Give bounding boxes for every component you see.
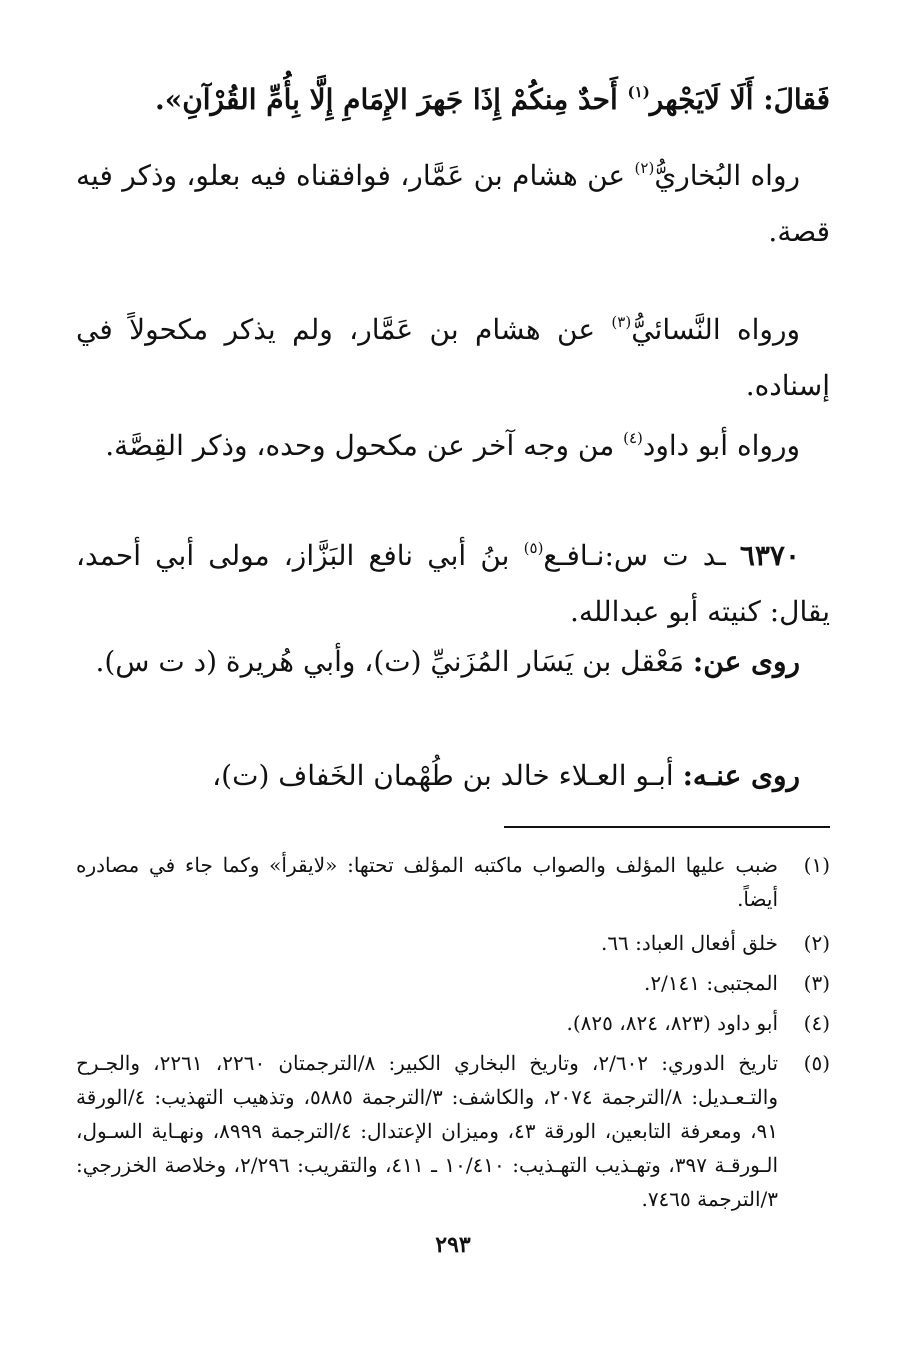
footnote-1: [76, 848, 830, 916]
paragraph-nasai-a: ورواه النَّسائيُّ: [631, 313, 800, 346]
paragraph-hadith-quote: [76, 72, 830, 128]
paragraph-bukhari: [76, 148, 830, 260]
quote-start: فَقالَ: أَلَا لَايَجْهر: [649, 83, 830, 116]
entry-codes: ـد ت س:: [604, 539, 740, 572]
entry-heading: [76, 528, 830, 640]
footnote-ref-1[interactable]: (١): [627, 83, 650, 101]
footnote-divider: [504, 826, 830, 828]
footnote-ref-5[interactable]: (٥): [523, 539, 544, 557]
page-number: ٢٩٣: [435, 1232, 471, 1258]
entry-number: ٦٣٧٠: [739, 539, 800, 572]
footnote-4: [76, 1006, 830, 1040]
entry-description: بنُ أبي نافع البَزَّاز، مولى أبي أحمد، يقال: كنيته أبو عبدالله.: [76, 539, 830, 628]
footnote-text: المجتبى: ٢/١٤١.: [643, 971, 778, 995]
paragraph-bukhari-b: عن هشام بن عَمَّار، فوافقناه فيه بعلو، وذكر فيه قصة.: [76, 159, 830, 248]
footnote-number: (٥): [803, 1051, 830, 1075]
footnote-ref-4[interactable]: (٤): [623, 429, 643, 447]
paragraph-abu-dawud-a: ورواه أبو داود: [642, 429, 800, 462]
footnote-number: (٢): [803, 931, 830, 955]
narrated-by-text: أبـو العـلاء خالد بن طُهْمان الخَفاف (ت)،: [212, 759, 683, 792]
footnote-number: (٣): [803, 971, 830, 995]
footnote-3: [76, 966, 830, 1000]
paragraph-nasai: [76, 302, 830, 414]
paragraph-abu-dawud-b: من وجه آخر عن مكحول وحده، وذكر القِصَّة.: [105, 429, 624, 462]
footnote-2: [76, 926, 830, 960]
footnote-5: [76, 1046, 830, 1216]
footnote-ref-2[interactable]: (٢): [634, 159, 655, 177]
footnote-ref-3[interactable]: (٣): [611, 313, 632, 331]
entry-name: نـافـع: [543, 539, 605, 572]
narrated-from: [76, 634, 830, 690]
footnote-text: أبو داود (٨٢٣، ٨٢٤، ٨٢٥).: [566, 1011, 778, 1035]
footnote-text: تاريخ الدوري: ٢/٦٠٢، وتاريخ البخاري الكبير: ٨/الترجمتان ٢٢٦٠، ٢٢٦١، والجـرح والتـعـديل: ٨/الترجمة ٢٠٧٤، والكاشف: ٣/الترجمة ٥٨٨٥، وتذهيب التهذيب: ٤/الورقة ٩١، ومعرفة التابعين، الورقة ٤٣، وميزان الإعتدال: ٤/الترجمة ٨٩٩٩، ونهـاية السـول، الـورقـة ٣٩٧، وتهـذيب التهـذيب: ١٠/٤١٠ ـ ٤١١، والتقريب: ٢/٢٩٦، وخلاصة الخزرجي: ٣/الترجمة ٧٤٦٥.: [76, 1051, 779, 1211]
narrated-from-label: روى عن:: [692, 645, 800, 678]
narrated-from-text: مَعْقل بن يَسَار المُزَنيِّ (ت)، وأبي هُريرة (د ت س).: [95, 645, 693, 678]
footnote-text: ضبب عليها المؤلف والصواب ماكتبه المؤلف تحتها: «لايقرأ» وكما جاء في مصادره أيضاً.: [76, 853, 778, 911]
quote-rest: أَحدٌ مِنكُمْ إِذَا جَهرَ الإِمَامِ إِلَّا بِأُمِّ القُرْآنِ».: [154, 83, 628, 116]
paragraph-bukhari-a: رواه البُخاريُّ: [654, 159, 800, 192]
footnote-text: خلق أفعال العباد: ٦٦.: [600, 931, 778, 955]
narrated-by-label: روى عنـه:: [682, 759, 800, 792]
narrated-by: [76, 748, 830, 804]
paragraph-abu-dawud: [76, 418, 830, 474]
paragraph-nasai-b: عن هشام بن عَمَّار، ولم يذكر مكحولاً في إسناده.: [76, 313, 830, 402]
footnote-number: (٤): [803, 1011, 830, 1035]
footnote-number: (١): [803, 853, 830, 877]
